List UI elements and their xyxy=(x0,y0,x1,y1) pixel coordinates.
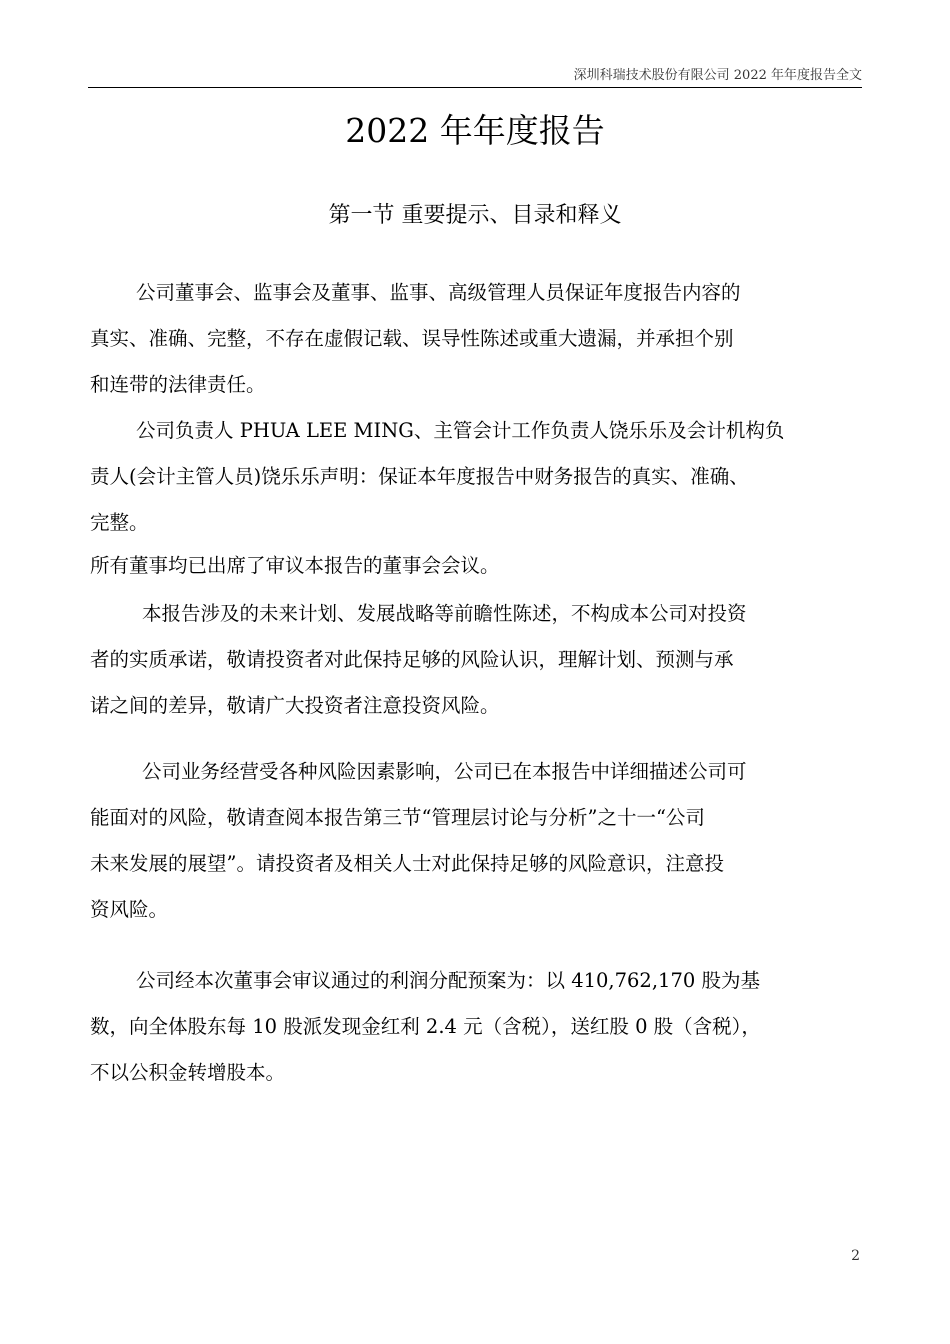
document-title: 2022 年年度报告 xyxy=(345,111,605,150)
paragraph-line: 未来发展的展望”。请投资者及相关人士对此保持足够的风险意识，注意投 xyxy=(90,852,724,875)
paragraph-line: 资风险。 xyxy=(90,898,169,921)
paragraph-line: 责人(会计主管人员)饶乐乐声明：保证本年度报告中财务报告的真实、准确、 xyxy=(90,465,749,488)
paragraph-line: 数，向全体股东每 10 股派发现金红利 2.4 元（含税），送红股 0 股（含税）， xyxy=(90,1015,761,1038)
paragraph-line: 和连带的法律责任。 xyxy=(90,373,266,396)
paragraph-line: 公司经本次董事会审议通过的利润分配预案为：以 410,762,170 股为基 xyxy=(136,969,760,992)
paragraph-line: 公司负责人 PHUA LEE MING、主管会计工作负责人饶乐乐及会计机构负 xyxy=(136,419,785,442)
paragraph-profit-distribution xyxy=(90,958,870,1096)
paragraph-line: 者的实质承诺，敬请投资者对此保持足够的风险认识，理解计划、预测与承 xyxy=(90,648,734,671)
paragraph-line: 真实、准确、完整，不存在虚假记载、误导性陈述或重大遗漏，并承担个别 xyxy=(90,327,734,350)
running-header: 深圳科瑞技术股份有限公司 2022 年年度报告全文 xyxy=(573,68,862,83)
paragraph-board-attendance xyxy=(90,543,870,589)
paragraph-line: 本报告涉及的未来计划、发展战略等前瞻性陈述，不构成本公司对投资 xyxy=(142,602,747,625)
paragraph-forward-looking xyxy=(90,591,870,729)
paragraph-line: 完整。 xyxy=(90,511,149,534)
page-number: 2 xyxy=(851,1248,860,1264)
section-title: 第一节 重要提示、目录和释义 xyxy=(328,203,622,228)
paragraph-line: 不以公积金转增股本。 xyxy=(90,1061,286,1084)
paragraph-line: 公司董事会、监事会及董事、监事、高级管理人员保证年度报告内容的 xyxy=(136,281,741,304)
paragraph-risk-factors xyxy=(90,749,870,933)
paragraph-financial-declaration xyxy=(90,408,870,546)
paragraph-line: 公司业务经营受各种风险因素影响，公司已在本报告中详细描述公司可 xyxy=(142,760,747,783)
paragraph-line: 能面对的风险，敬请查阅本报告第三节“管理层讨论与分析”之十一“公司 xyxy=(90,806,705,829)
header-divider xyxy=(88,87,862,88)
paragraph-line: 所有董事均已出席了审议本报告的董事会会议。 xyxy=(90,554,500,577)
paragraph-line: 诺之间的差异，敬请广大投资者注意投资风险。 xyxy=(90,694,500,717)
paragraph-responsibility-statement xyxy=(90,270,870,408)
